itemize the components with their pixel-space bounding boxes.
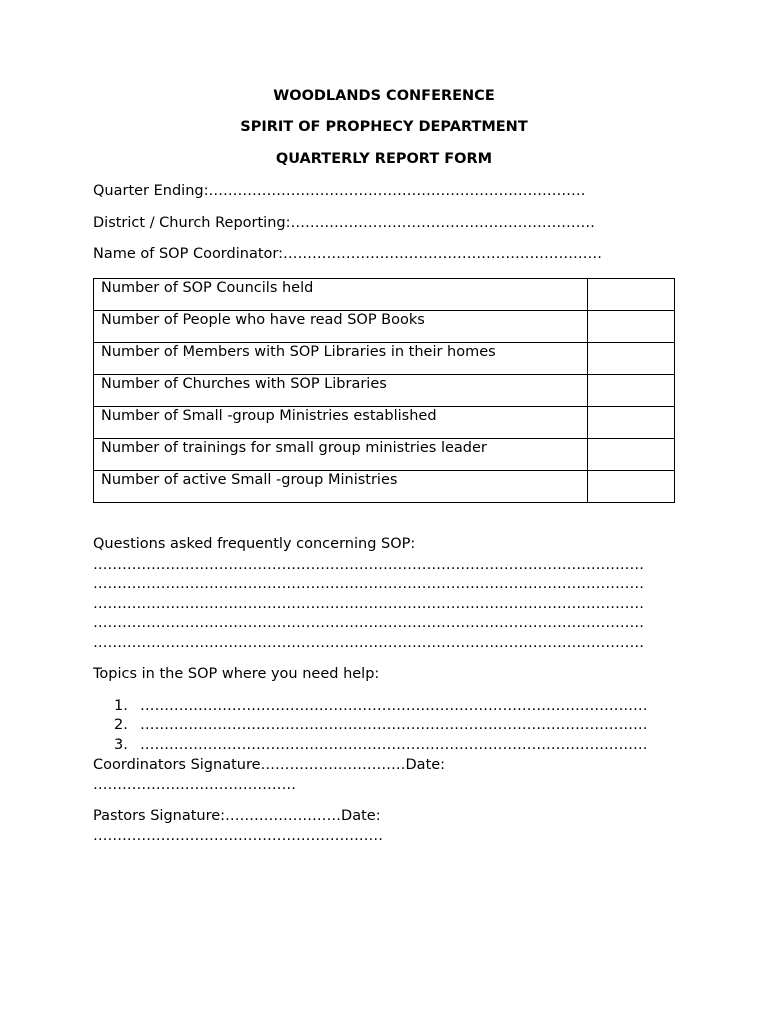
list-dotted-line: …………………………………………………………………………………………… xyxy=(140,698,648,714)
questions-dotted-line: …………………………………………………………………………………………………… xyxy=(93,635,644,651)
row-value-cell xyxy=(588,279,675,311)
row-label: Number of SOP Councils held xyxy=(94,279,588,311)
questions-dotted-line: …………………………………………………………………………………………………… xyxy=(93,615,644,631)
table-row xyxy=(94,375,675,407)
table-row xyxy=(94,279,675,311)
pastor-date-line: …………………………………………………… xyxy=(93,828,383,844)
questions-heading: Questions asked frequently concerning SOP: xyxy=(93,536,416,552)
coordinator-date-line: …………………………………… xyxy=(93,777,296,793)
row-value-cell xyxy=(588,407,675,439)
row-label: Number of Members with SOP Libraries in their homes xyxy=(94,343,588,375)
table-row xyxy=(94,439,675,471)
list-number: 3. xyxy=(114,737,128,753)
row-label: Number of active Small -group Ministries xyxy=(94,471,588,503)
table-row xyxy=(94,343,675,375)
row-value-cell xyxy=(588,343,675,375)
topics-list-item xyxy=(114,736,648,754)
department-title: SPIRIT OF PROPHECY DEPARTMENT xyxy=(240,119,528,135)
list-dotted-line: …………………………………………………………………………………………… xyxy=(140,717,648,733)
list-dotted-line: …………………………………………………………………………………………… xyxy=(140,737,648,753)
topics-list-item xyxy=(114,697,648,715)
row-value-cell xyxy=(588,375,675,407)
coordinator-signature-line: Coordinators Signature…………………………Date: xyxy=(93,757,446,773)
list-number: 2. xyxy=(114,717,128,733)
district-church-field: District / Church Reporting:……………………………………………………… xyxy=(93,215,595,231)
row-label: Number of Churches with SOP Libraries xyxy=(94,375,588,407)
row-label: Number of People who have read SOP Books xyxy=(94,311,588,343)
table-row xyxy=(94,471,675,503)
row-value-cell xyxy=(588,471,675,503)
statistics-table xyxy=(93,278,675,503)
quarter-ending-field: Quarter Ending:…………………………………………………………………… xyxy=(93,183,586,199)
table-row xyxy=(94,311,675,343)
row-value-cell xyxy=(588,439,675,471)
row-label: Number of Small -group Ministries established xyxy=(94,407,588,439)
row-label: Number of trainings for small group ministries leader xyxy=(94,439,588,471)
row-value-cell xyxy=(588,311,675,343)
topics-list-item xyxy=(114,716,648,734)
topics-heading: Topics in the SOP where you need help: xyxy=(93,666,380,682)
pastor-signature-line: Pastors Signature:……………………Date: xyxy=(93,808,381,824)
questions-dotted-line: …………………………………………………………………………………………………… xyxy=(93,557,644,573)
table-row xyxy=(94,407,675,439)
sop-coordinator-field: Name of SOP Coordinator:………………………………………………………… xyxy=(93,246,602,262)
list-number: 1. xyxy=(114,698,128,714)
conference-title: WOODLANDS CONFERENCE xyxy=(273,88,495,104)
form-title: QUARTERLY REPORT FORM xyxy=(275,151,493,167)
questions-dotted-line: …………………………………………………………………………………………………… xyxy=(93,576,644,592)
questions-dotted-line: …………………………………………………………………………………………………… xyxy=(93,596,644,612)
